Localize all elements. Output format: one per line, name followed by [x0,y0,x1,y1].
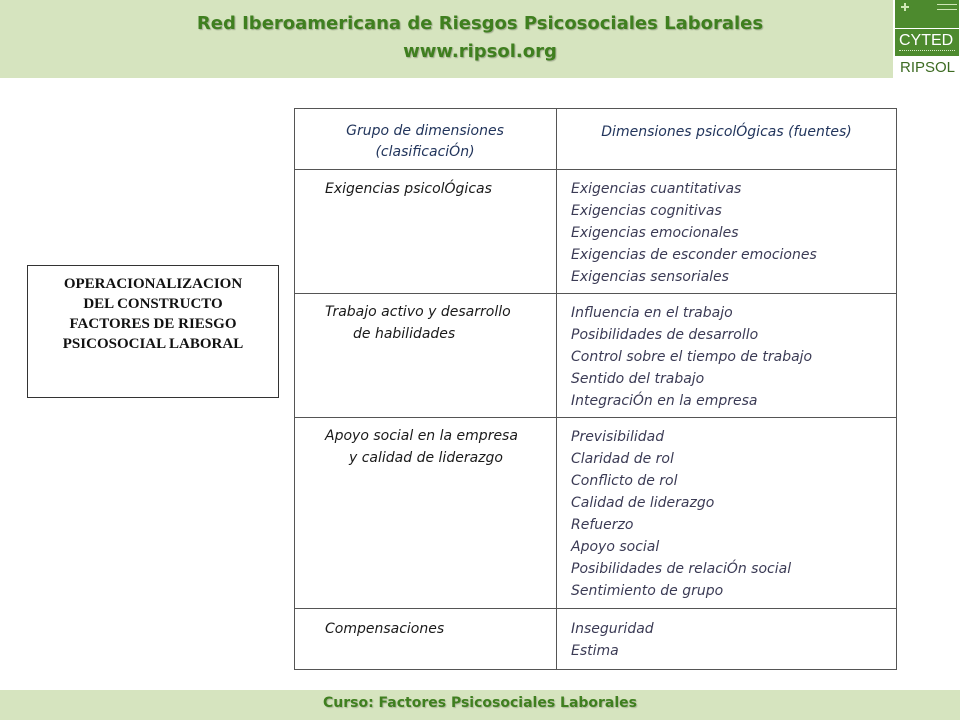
list-item: Calidad de liderazgo [571,495,715,511]
logo-cyted-band [895,28,959,56]
header-group-column: Grupo de dimensiones (clasificaciÓn) [346,123,504,160]
logo-small-text-icon [937,4,957,10]
list-item: IntegraciÓn en la empresa [571,393,758,409]
table-row [295,418,896,609]
logo-top-band [895,0,959,28]
list-item: Inseguridad [571,621,654,637]
dimension-list [571,426,891,602]
list-item: Exigencias sensoriales [571,269,729,285]
list-item: Exigencias cuantitativas [571,181,742,197]
list-item: Influencia en el trabajo [571,305,733,321]
table-row [295,170,896,294]
column-divider [556,294,557,417]
dimension-list [571,618,891,662]
list-item: Posibilidades de desarrollo [571,327,759,343]
construct-box [27,265,279,398]
header-dimensions-column: Dimensiones psicolÓgicas (fuentes) [601,124,852,140]
group-label-line2: de habilidades [353,326,456,342]
group-label-line2: y calidad de liderazgo [349,450,503,466]
list-item: Posibilidades de relaciÓn social [571,561,792,577]
list-item: Exigencias emocionales [571,225,739,241]
cross-icon [901,3,909,11]
group-label-line1: Apoyo social en la empresa [325,428,518,444]
group-label [325,301,545,345]
list-item: Estima [571,643,619,659]
header-band [0,0,960,78]
list-item: Previsibilidad [571,429,665,445]
list-item: Exigencias cognitivas [571,203,722,219]
list-item: Sentimiento de grupo [571,583,724,599]
table-row [295,609,896,669]
header-url[interactable]: www.ripsol.org [403,41,557,62]
logo-ripsol-text: RIPSOL [900,59,956,76]
list-item: Exigencias de esconder emociones [571,247,817,263]
logo-cyted-text: CYTED [899,32,954,49]
group-label [325,178,545,200]
table-row [295,294,896,418]
group-label [325,618,545,640]
construct-box-text: OPERACIONALIZACION DEL CONSTRUCTO FACTORES DE RIESGO PSICOSOCIAL LABORAL [62,276,244,352]
column-divider [556,609,557,669]
list-item: Control sobre el tiempo de trabajo [571,349,813,365]
footer-band [0,690,960,720]
list-item: Apoyo social [571,539,660,555]
dimension-list [571,302,891,412]
header-title: Red Iberoamericana de Riesgos Psicosociales Laborales [196,13,764,34]
list-item: Refuerzo [571,517,634,533]
cyted-ripsol-logo [893,0,960,78]
list-item: Sentido del trabajo [571,371,705,387]
column-divider [556,418,557,608]
logo-subtitle-icon [899,50,955,53]
column-divider [556,170,557,293]
group-label-line1: Trabajo activo y desarrollo [325,304,511,320]
group-label [325,425,545,469]
dimensions-table [294,108,897,670]
group-label-line1: Exigencias psicolÓgicas [325,181,492,197]
list-item: Conflicto de rol [571,473,678,489]
list-item: Claridad de rol [571,451,674,467]
table-header-row [295,109,896,170]
group-label-line1: Compensaciones [325,621,445,637]
dimension-list [571,178,891,288]
footer-course-title: Curso: Factores Psicosociales Laborales [322,695,638,711]
